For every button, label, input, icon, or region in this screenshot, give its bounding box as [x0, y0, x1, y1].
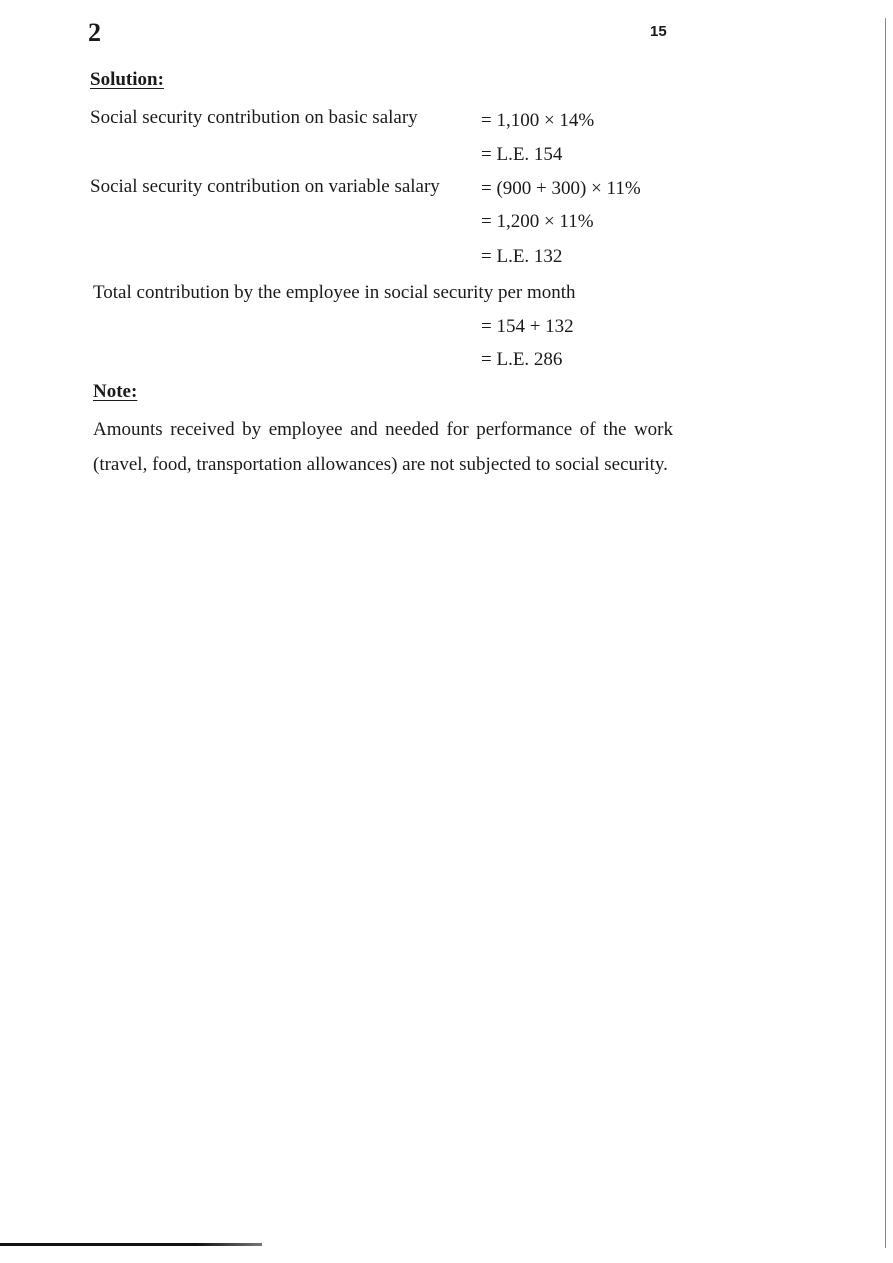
- right-margin-rule: [885, 18, 886, 1248]
- total-contribution-equation-1: = 154 + 132: [481, 316, 574, 337]
- total-contribution-label: Total contribution by the employee in social security per month: [93, 282, 576, 303]
- variable-salary-label: Social security contribution on variable salary: [90, 176, 440, 197]
- note-heading: Note:: [93, 381, 138, 402]
- variable-salary-equation-2: = 1,200 × 11%: [481, 211, 594, 232]
- chapter-number: 2: [88, 18, 101, 47]
- basic-salary-equation-1: = 1,100 × 14%: [481, 110, 595, 131]
- total-contribution-equation-2: = L.E. 286: [481, 349, 563, 370]
- basic-salary-equation-2: = L.E. 154: [481, 144, 563, 165]
- page-number: 15: [650, 23, 667, 40]
- note-paragraph: Amounts received by employee and needed for performance of the work (travel, food, transportation allowances) are not subjected to social security.: [93, 419, 673, 475]
- solution-heading: Solution:: [90, 69, 164, 90]
- footer-rule: [0, 1243, 262, 1246]
- basic-salary-label: Social security contribution on basic salary: [90, 107, 418, 128]
- variable-salary-equation-1: = (900 + 300) × 11%: [481, 178, 641, 199]
- variable-salary-equation-3: = L.E. 132: [481, 246, 563, 267]
